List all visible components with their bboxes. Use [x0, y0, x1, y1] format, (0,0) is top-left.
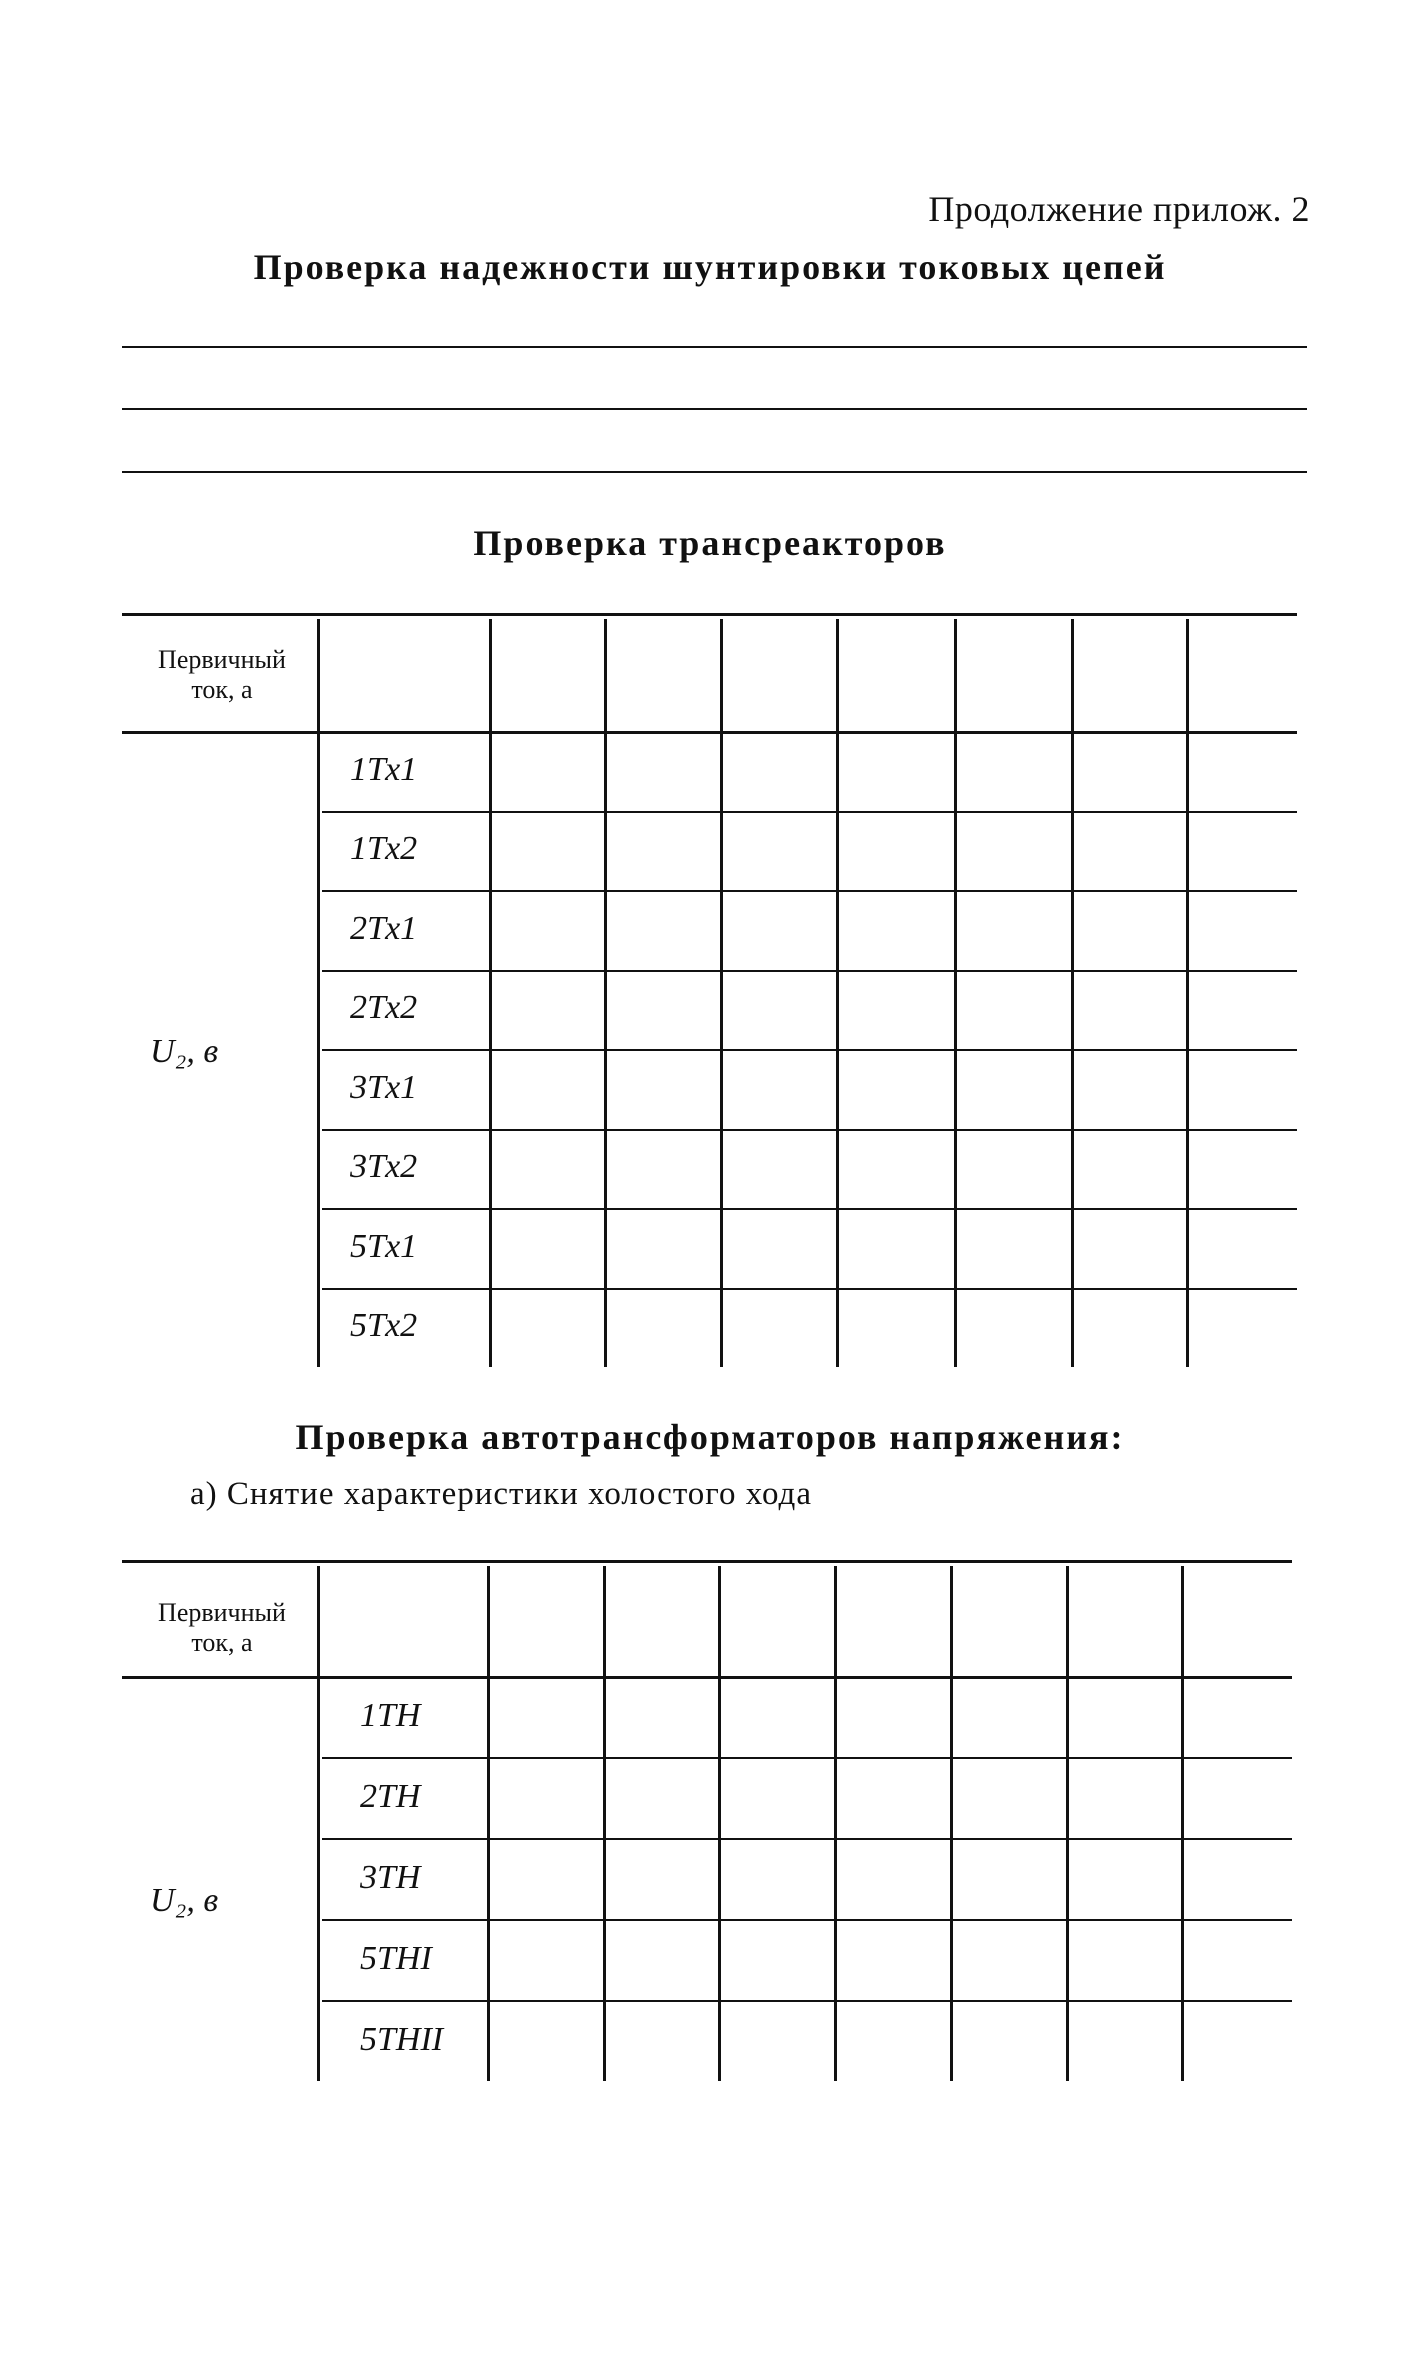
- table-column-line: [317, 619, 320, 1367]
- row-label: 1ТН: [360, 1696, 421, 1734]
- table-row-line: [322, 970, 1297, 972]
- table-top-rule: [122, 613, 1297, 616]
- table-row-line: [322, 1757, 1292, 1759]
- table-top-rule: [122, 1560, 1292, 1563]
- table-column-line: [487, 1566, 490, 2081]
- row-label: 2ТН: [360, 1777, 421, 1815]
- table-column-line: [317, 1566, 320, 2081]
- table-column-line: [1066, 1566, 1069, 2081]
- page-header-continuation: Продолжение прилож. 2: [928, 189, 1310, 229]
- table-column-line: [834, 1566, 837, 2081]
- row-label: 3Тх1: [350, 1068, 418, 1106]
- table-column-line: [604, 619, 607, 1367]
- row-label: 1Тх2: [350, 830, 418, 868]
- header-line-1: Первичный: [158, 1598, 286, 1627]
- section-title-shunt-check: Проверка надежности шунтировки токовых цепей: [253, 247, 1167, 287]
- row-label: 3Тх2: [350, 1148, 418, 1186]
- table-row-line: [322, 1838, 1292, 1840]
- table-column-line: [1071, 619, 1074, 1367]
- table-column-line: [1186, 619, 1189, 1367]
- table-column-line: [950, 1566, 953, 2081]
- row-label: 2Тх2: [350, 989, 418, 1027]
- row-label: 5ТНI: [360, 1939, 432, 1977]
- blank-line-1: [122, 346, 1307, 348]
- table-row-line: [322, 1049, 1297, 1051]
- table-column-line: [954, 619, 957, 1367]
- primary-current-header-2: [122, 1598, 322, 1658]
- u2-row-group-label: U₂, в: [150, 1033, 219, 1070]
- table-row-line: [322, 1208, 1297, 1210]
- blank-line-3: [122, 471, 1307, 473]
- table-row-line: [322, 890, 1297, 892]
- row-label: 5Тх1: [350, 1227, 418, 1265]
- table-column-line: [1181, 1566, 1184, 2081]
- u2-row-group-label-2: U₂, в: [150, 1882, 219, 1919]
- table-column-line: [720, 619, 723, 1367]
- table-column-line: [489, 619, 492, 1367]
- table-header-rule: [122, 731, 1297, 734]
- table-column-line: [718, 1566, 721, 2081]
- row-label: 1Тх1: [350, 750, 418, 788]
- row-label: 5ТНII: [360, 2020, 444, 2058]
- row-label: 5Тх2: [350, 1307, 418, 1345]
- table-header-rule: [122, 1676, 1292, 1679]
- primary-current-header: [122, 645, 322, 705]
- row-label: 2Тх1: [350, 909, 418, 947]
- row-label: 3ТН: [360, 1858, 421, 1896]
- table-row-line: [322, 1129, 1297, 1131]
- section-subtitle-no-load: а) Снятие характеристики холостого хода: [190, 1476, 812, 1512]
- header-line-2: ток, а: [191, 1628, 253, 1657]
- table-column-line: [603, 1566, 606, 2081]
- table-row-line: [322, 1919, 1292, 1921]
- header-line-1: Первичный: [158, 645, 286, 674]
- table-row-line: [322, 811, 1297, 813]
- section-title-autotransformers: Проверка автотрансформаторов напряжения:: [295, 1417, 1125, 1457]
- table-row-line: [322, 1288, 1297, 1290]
- blank-line-2: [122, 408, 1307, 410]
- table-column-line: [836, 619, 839, 1367]
- table-row-line: [322, 2000, 1292, 2002]
- section-title-transreactors: Проверка трансреакторов: [473, 523, 947, 563]
- header-line-2: ток, а: [191, 675, 253, 704]
